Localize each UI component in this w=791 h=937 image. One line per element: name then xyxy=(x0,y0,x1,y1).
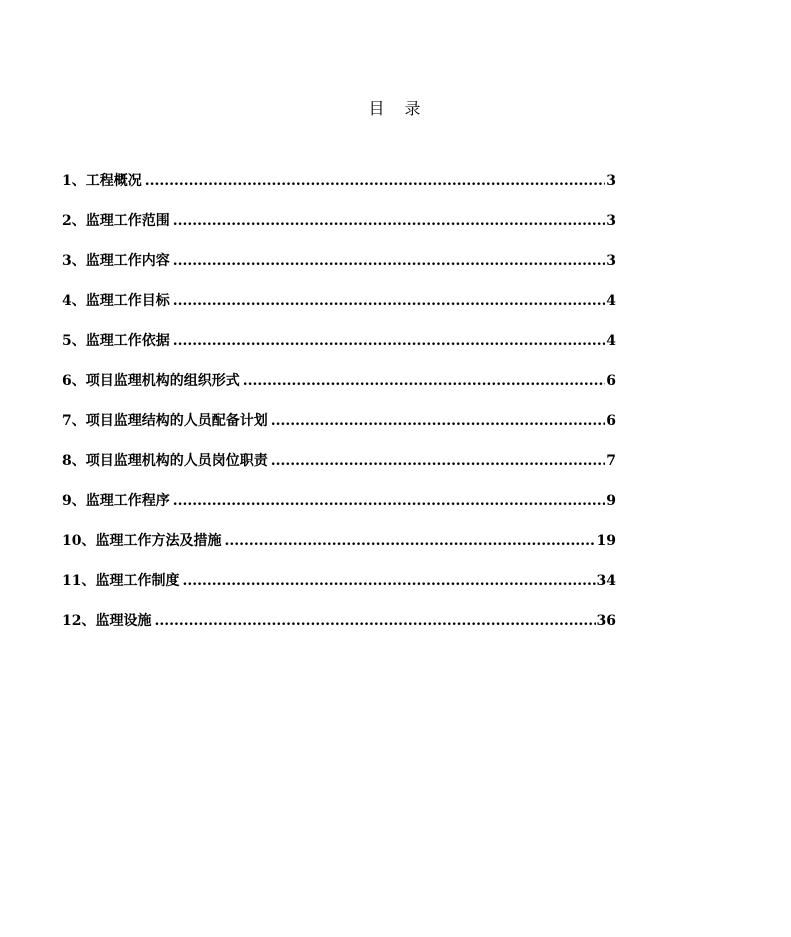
toc-leader-dots xyxy=(271,410,606,432)
toc-title xyxy=(0,96,791,119)
toc-entry-text: 监理工作依据 xyxy=(85,333,170,349)
toc-entry-text: 项目监理结构的人员配备计划 xyxy=(85,413,268,429)
toc-entry-number: 5、 xyxy=(62,333,86,349)
toc-entry-text: 监理工作范围 xyxy=(85,213,170,229)
toc-leader-dots xyxy=(173,210,606,232)
toc-title-part2: 录 xyxy=(404,99,423,118)
toc-leader-dots xyxy=(173,490,606,512)
toc-entry-text: 监理工作目标 xyxy=(85,293,170,309)
toc-entry-page: 7 xyxy=(606,453,616,469)
toc-leader-dots xyxy=(173,290,606,312)
table-of-contents xyxy=(62,170,616,650)
toc-entry-page: 3 xyxy=(606,213,616,229)
toc-entry-number: 9、 xyxy=(62,493,86,509)
toc-leader-dots xyxy=(154,610,595,632)
toc-entry-page: 19 xyxy=(596,533,616,549)
toc-entry-number: 8、 xyxy=(62,453,86,469)
toc-entry-number: 12、 xyxy=(62,613,96,629)
toc-entry-number: 6、 xyxy=(62,373,86,389)
toc-entry[interactable] xyxy=(62,210,616,250)
toc-entry-number: 7、 xyxy=(62,413,86,429)
toc-entry-page: 6 xyxy=(606,413,616,429)
toc-leader-dots xyxy=(145,170,606,192)
toc-entry-text: 监理工作程序 xyxy=(85,493,170,509)
toc-entry[interactable] xyxy=(62,450,616,490)
toc-entry-text: 工程概况 xyxy=(85,173,142,189)
toc-entry[interactable] xyxy=(62,490,616,530)
toc-entry[interactable] xyxy=(62,610,616,650)
toc-entry-page: 34 xyxy=(596,573,616,589)
toc-leader-dots xyxy=(173,330,606,352)
toc-entry-text: 监理工作方法及措施 xyxy=(95,533,222,549)
toc-entry[interactable] xyxy=(62,170,616,210)
toc-entry-number: 1、 xyxy=(62,173,86,189)
toc-entry-text: 监理工作制度 xyxy=(95,573,180,589)
toc-title-part1: 目 xyxy=(368,99,387,118)
toc-entry-page: 6 xyxy=(606,373,616,389)
toc-entry-number: 4、 xyxy=(62,293,86,309)
toc-entry-text: 监理设施 xyxy=(95,613,152,629)
toc-leader-dots xyxy=(224,530,595,552)
toc-leader-dots xyxy=(182,570,595,592)
toc-leader-dots xyxy=(243,370,606,392)
toc-entry-text: 监理工作内容 xyxy=(85,253,170,269)
toc-entry[interactable] xyxy=(62,290,616,330)
toc-entry-number: 2、 xyxy=(62,213,86,229)
toc-leader-dots xyxy=(271,450,606,472)
toc-entry-page: 3 xyxy=(606,253,616,269)
toc-entry-page: 4 xyxy=(606,293,616,309)
toc-entry[interactable] xyxy=(62,570,616,610)
toc-entry[interactable] xyxy=(62,330,616,370)
toc-entry-number: 3、 xyxy=(62,253,86,269)
toc-entry-page: 4 xyxy=(606,333,616,349)
toc-entry[interactable] xyxy=(62,410,616,450)
toc-entry-page: 36 xyxy=(596,613,616,629)
toc-entry[interactable] xyxy=(62,530,616,570)
toc-entry-text: 项目监理机构的人员岗位职责 xyxy=(85,453,268,469)
toc-entry-number: 11、 xyxy=(62,573,96,589)
toc-entry-page: 3 xyxy=(606,173,616,189)
toc-leader-dots xyxy=(173,250,606,272)
toc-entry[interactable] xyxy=(62,250,616,290)
toc-entry-text: 项目监理机构的组织形式 xyxy=(85,373,240,389)
toc-entry-page: 9 xyxy=(606,493,616,509)
toc-entry-number: 10、 xyxy=(62,533,96,549)
toc-entry[interactable] xyxy=(62,370,616,410)
